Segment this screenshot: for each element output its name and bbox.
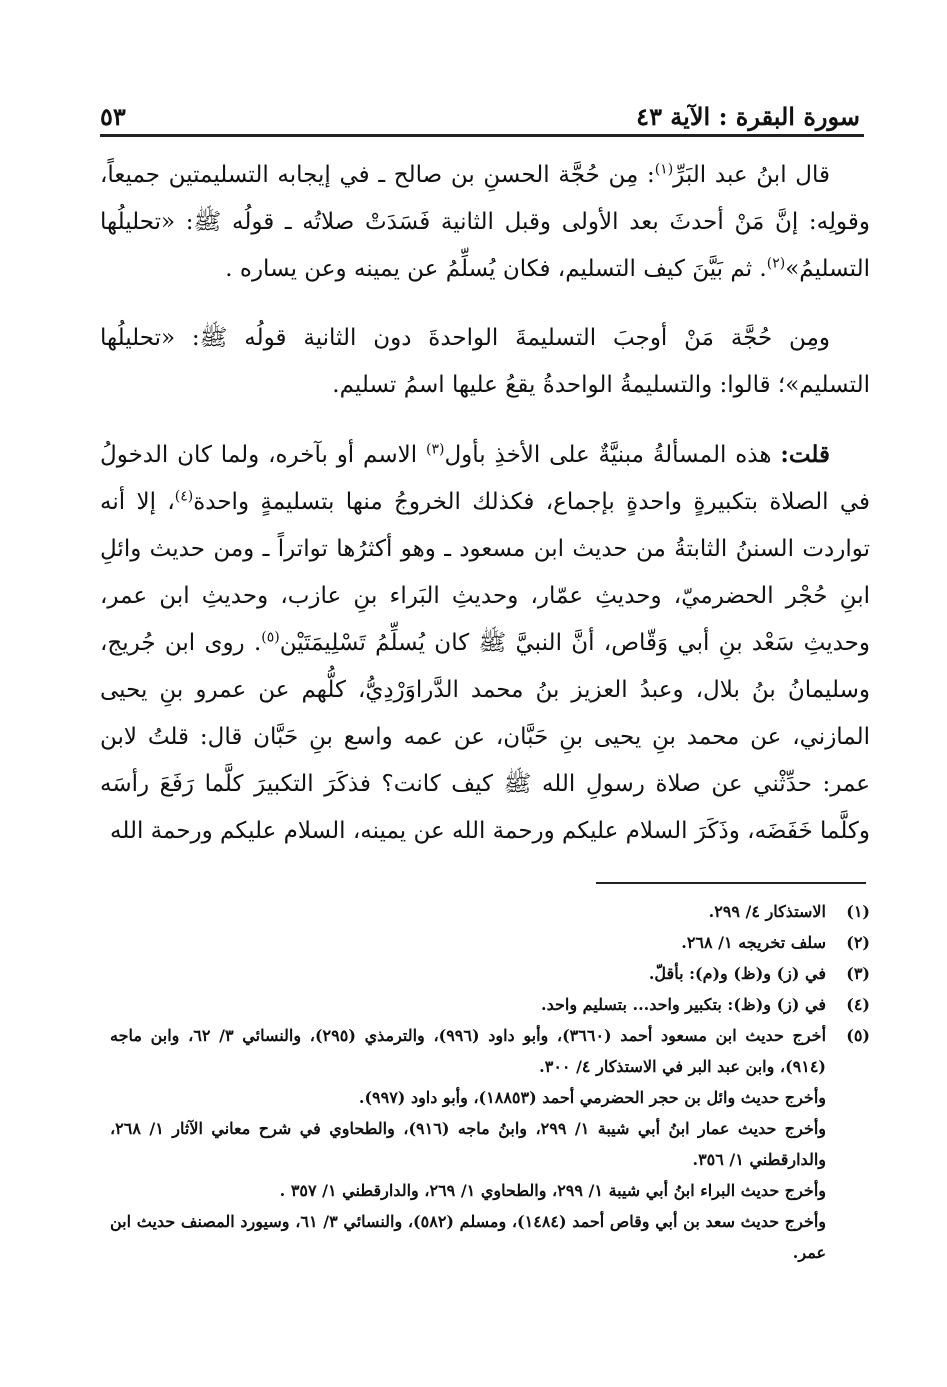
footnote-5 [110,1020,870,1268]
footnote-4 [110,989,870,1020]
footnote-text: في (ز) و(ظ): بتكبير واحد... بتسليم واحد. [541,995,826,1014]
footnote-ref: (٤) [174,488,194,505]
footnote-number: (٤) [846,995,870,1014]
footnotes [110,896,870,1268]
lead-word: قلت: [780,441,831,468]
footnote-text: في (ز) و(ظ) و(م): بأقلّ. [648,964,826,983]
footnote-text: وأخرج حديث سعد بن أبي وقاص أحمد (١٤٨٤)، ومسلم (٥٨٢)، والنسائي ٣/ ٦١، وسيورد المصنف حديث ابن عمر. [110,1212,827,1262]
main-text [100,152,870,877]
paragraph-text: ، إلا أنه تواردت السننُ الثابتةُ من حديث ابن مسعود ـ وهو أكثرُها تواتراً ـ ومن حديث وائلِ ابنِ حُجْر الحضرميّ، وحديثِ عمّار، وحديثِ البَراء بنِ عازب، وحديثِ ابن عمر، وحديثِ سَعْد بنِ أبي وَقّاص، أنَّ النبيَّ ﷺ كان يُسلِّمُ تَسْلِيمَتَيْن [100,489,870,656]
paragraph-text: قال ابنُ عبد البَرِّ [673,162,830,188]
footnote-number: (١) [846,902,870,921]
footnote-2 [110,927,870,958]
footnote-text: أخرج حديث ابن مسعود أحمد (٣٦٦٠)، وأبو داود (٩٩٦)، والترمذي (٢٩٥)، والنسائي ٣/ ٦٢، وابن ماجه (٩١٤)، وابن عبد البر في الاستذكار ٤/ ٣٠٠. [110,1026,827,1076]
footnote-text: وأخرج حديث وائل بن حجر الحضرمي أحمد (١٨٨٥٣)، وأبو داود (٩٩٧). [358,1088,826,1107]
footnote-ref: (١) [654,161,674,178]
footnote-body [110,1020,826,1268]
paragraph-2 [100,315,870,409]
paragraph-text: : مِن حُجَّة الحسنِ بن صالح ـ في إيجابه التسليمتين جميعاً، وقولِه: إنَّ مَنْ أحدثَ بعد الأولى وقبل الثانية فَسَدَتْ صلاتُه ـ قولُه ﷺ: «تحليلُها التسليمُ» [100,162,870,282]
paragraph-text: هذه المسألةُ مبنيَّةٌ على الأخذِ بأول [444,442,781,468]
paragraph-text: الاسم أو بآخره، ولما كان الدخولُ في الصلاة بتكبيرةٍ واحدةٍ بإجماع، فكذلك الخروجُ منها بتسليمةٍ واحدة [100,442,870,515]
page-header [100,96,860,136]
header-divider [100,134,864,137]
footnote-number: (٢) [846,933,870,952]
page-number: ٥٣ [100,101,126,131]
footnote-body [110,896,826,927]
footnote-number: (٥) [846,1026,870,1045]
footnote-text: وأخرج حديث البراء ابنُ أبي شيبة ١/ ٢٩٩، والطحاوي ١/ ٢٦٩، والدارقطني ١/ ٣٥٧ . [279,1181,826,1200]
footnote-text: الاستذكار ٤/ ٢٩٩. [708,902,826,921]
paragraph-3 [100,431,870,855]
footnote-body [110,958,826,989]
footnote-ref: (٣) [425,441,445,458]
footnote-body [110,927,826,958]
footnote-text: وأخرج حديث عمار ابنُ أبي شيبة ١/ ٢٩٩، وابنُ ماجه (٩١٦)، والطحاوي في شرح معاني الآثار ١/ ٢٦٨، والدارقطني ١/ ٣٥٦. [110,1119,827,1169]
footnote-ref: (٥) [261,629,280,646]
paragraph-1 [100,152,870,293]
paragraph-text: . ثم بَيَّنَ كيف التسليم، فكان يُسلِّمُ عن يمينه وعن يساره . [225,256,767,282]
footnote-text: سلف تخريجه ١/ ٢٦٨. [681,933,826,952]
footnote-ref: (٢) [766,255,786,272]
paragraph-text: ومِن حُجَّة مَنْ أوجبَ التسليمةَ الواحدةَ دون الثانية قولُه ﷺ: «تحليلُها التسليم»؛ قالوا: والتسليمةُ الواحدةُ يقعُ عليها اسمُ تسليم. [100,325,870,398]
footnote-1 [110,896,870,927]
footnote-3 [110,958,870,989]
footnote-body [110,989,826,1020]
running-title: سورة البقرة : الآية ٤٣ [636,101,860,131]
footnote-divider [596,882,866,884]
footnote-number: (٣) [846,964,870,983]
paragraph-text: . روى ابن جُريج، وسليمانُ بنُ بلال، وعبدُ العزيز بنُ محمد الدَّراوَرْدِيُّ، كلُّهم عن عمرو بنِ يحيى المازني، عن محمد بنِ يحيى بنِ حَبَّان، عن عمه واسع بنِ حَبَّان قال: قلتُ لابن عمر: حدِّثْني عن صلاة رسولِ الله ﷺ كيف كانت؟ فذكَرَ التكبيرَ كلَّما رَفَعَ رأسَه وكلَّما خَفَضَه، وذَكَرَ السلام عليكم ورحمة الله عن يمينه، السلام عليكم ورحمة الله [100,630,870,844]
